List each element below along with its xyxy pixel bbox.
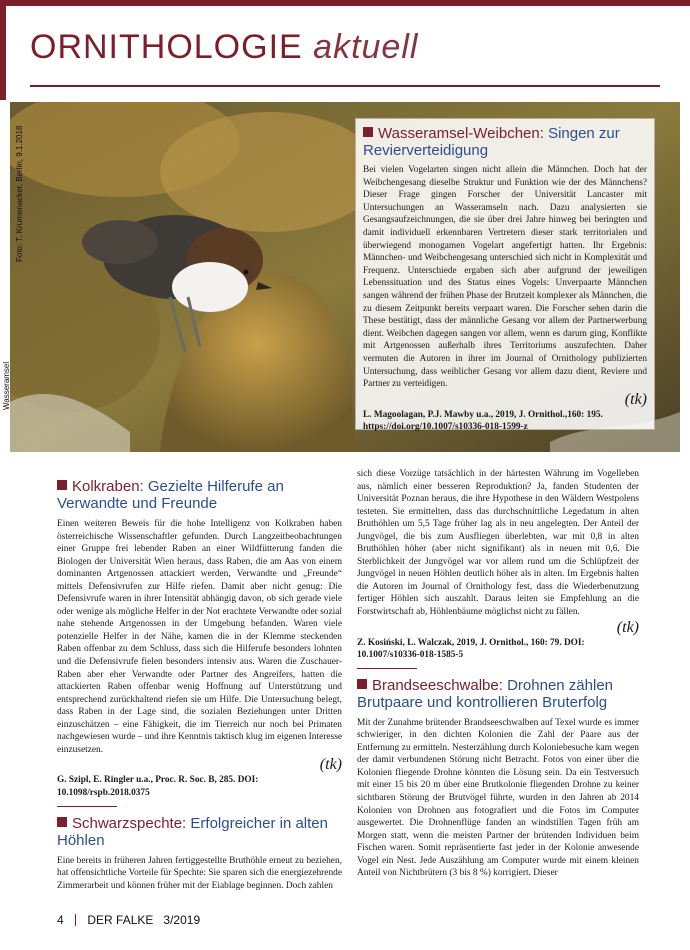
brandseeschwalbe-title: Brandseeschwalbe: [372, 676, 503, 694]
photo-credit: Foto: T. Krumenacker, Berlin, 9.1.2018 [15, 125, 24, 262]
schwarzspechte-continuation: sich diese Vorzüge tatsächlich in der härtesten Währung im Vogelleben aus, nämlich einer besseren Reproduktion? Ja, fanden Studenten der Universität Poznan heraus, die ihre Hypothese in den Wäldern Westpolens testeten. Sie ermittelten, dass das durchschnittliche Legedatum in alten Bruthöhlen um 5,5 Tage früher lag als in neu angelegten. Der Anteil der Jungvögel, die bis zum Ausfliegen überlebten, war mit 0,8 in alten Bruthöhlen höher (aber nicht signifikant) als in neuen mit 0,6. Die Sterblichkeit der Jungvögel war vor allem rund um die Schlüpfzeit der Jungvögel in neuen Höhlen deutlich höher als in alten. Im Ergebnis halten die Autoren im Journal of Ornithology fest, dass die Wiederbenutzung fertiger Höhlen sich auszahlt. Daraus leiten sie Empfehlung an die Forstwirtschaft ab, Höhlenbäume möglichst nicht zu fällen. [357, 469, 639, 618]
wasseramsel-heading [363, 125, 647, 159]
wasseramsel-box [355, 118, 655, 433]
wasseramsel-body: Bei vielen Vogelarten singen nicht allein die Männchen. Doch hat der Weibchengesang dieselbe Struktur und Funktion wie der des Männchens? Dieser Frage gingen Forscher der Universität Lancaster mit Untersuchungen an Wasseramseln nach. Dazu analysierten sie Gesangsaufzeichnungen, die sie über drei Jahre hinweg bei beringten und damit individuell erkennbaren Vertretern dieser stark territorialen und überwiegend monogamen Vogelart angefertigt hatten. Ihr Ergebnis: Männchen- und Weibchengesang unterschied sich nicht in Komplexität und Frequenz. Unterschiede ergaben sich aber aufgrund der jeweiligen Lebenssituation und des Status eines Vogels: Unverpaarte Männchen sangen während der frühen Phase der Brutzeit komplexer als Männchen, die zu diesem Zeitpunkt bereits verpaart waren. Die Forscher sehen darin die These bestätigt, dass der männliche Gesang vor allem der Partnerwerbung dient. Weibchen dagegen sangen vor allem, wenn es darum ging, Konflikte mit Artgenossen außerhalb ihres Territoriums auszufechten. Daher vermuten die Autoren in ihrer im Journal of Ornithology publizierten Untersuchung, dass weiblicher Gesang vor allem dazu dient, Reviere und Partner zu verteidigen. [363, 165, 647, 390]
brandseeschwalbe-body: Mit der Zunahme brütender Brandseeschwalben auf Texel wurde es immer schwieriger, in den dichten Kolonien die Zahl der Paare aus der Entfernung zu ermitteln. Nesterzählung durch Koloniebesuche kam wegen der damit verbundenen Störung nicht Betracht. Fotos von einer über die Kolonien fliegende Drohne könnten die Lösung sein. Da ein Testversuch mit einer 15 bis 20 m über eine Brutkolonie fliegenden Drohne zu keiner sichtbaren Störung der Brutvögel führte, wurden in den Jahren ab 2014 Kolonien von Drohnen aus fotografiert und die Fotos im Computer ausgewertet. Die Drohnenflüge fanden an windstillen Tagen früh am Morgen statt, wenn die meisten Partner der brütenden Individuen beim Fischen waren. Somit repräsentierte fast jeder in der Kolonie anwesende Vogel ein Nest. Jede Auszählung am Computer wurde mit einem kleinen Anteil von Nichtbrütern (3 bis 8 %) korrigiert. Dieser [357, 717, 639, 879]
kolkraben-heading [57, 478, 342, 512]
heading-square-icon [363, 127, 373, 137]
schwarzspechte-author-tag: (tk) [616, 618, 639, 636]
schwarzspechte-title: Schwarzspechte: [72, 814, 187, 832]
footer-separator [75, 914, 76, 926]
kolkraben-subtitle: Gezielte Hilferufe an Verwandte und Freunde [57, 478, 284, 512]
section-divider [357, 668, 417, 669]
brandseeschwalbe-heading [357, 677, 639, 711]
wasseramsel-subtitle: Singen zur Revierverteidigung [363, 125, 620, 159]
wasseramsel-title: Wasseramsel-Weibchen: [378, 125, 544, 142]
heading-square-icon [57, 480, 67, 490]
kolkraben-body: Einen weiteren Beweis für die hohe Intelligenz von Kolkraben haben österreichische Wissenschaftler gefunden. Durch Langzeitbeobachtungen einer Gruppe frei lebender Raben an einer Wildfütterung fanden die Biologen der Universität Wien heraus, dass Raben, die am Aas von einem dominanten Artgenossen attackiert werden, Verwandte und „Freunde“ mittels Defensivrufen zur Hilfe riefen. Damit aber nicht genug: Die Defensivrufe waren in ihrer Intensität abhängig davon, ob sich gerade viele oder wenige als mögliche Helfer in der Not erachtete Verwandte oder sozial nahe stehende Artgenossen in der Umgebung befanden. Waren viele potenzielle Helfer in der Nähe, kamen die in der Klemme steckenden Raben offenbar zu dem Schluss, dass sich die Hilferufe besonders lohnten und die Defensivrufe fielen besonders intensiv aus. Waren die Zuschauer-Raben aber eher Verwandte oder Partner des Angreifers, hatten die attackierten Raben offenbar wenig Hoffnung auf Unterstützung und entsprechend zurückhaltend riefen sie um Hilfe. Die Untersuchung belegt, dass Raben in der Lage sind, die sozialen Beziehungen unter Dritten einzuschätzen – eine Fähigkeit, die im Tierreich nur noch bei Primaten nachgewiesen wurde – und ihre Kenntnis taktisch klug im eigenen Interesse einzusetzen. [57, 519, 342, 755]
header-left-bar [0, 0, 6, 100]
photo-caption-vertical: Wasseramsel [2, 361, 11, 410]
issue-number: 3/2019 [163, 913, 201, 927]
right-column [357, 468, 639, 880]
schwarzspechte-subtitle: Erfolgreicher in alten Höhlen [57, 814, 328, 849]
kolkraben-reference: G. Szipl, E. Ringler u.a., Proc. R. Soc. B, 285. DOI: 10.1098/rspb.2018.0375 [57, 775, 259, 798]
schwarzspechte-body: Eine bereits in früheren Jahren fertiggestellte Bruthöhle erneut zu beziehen, hat offensichtliche Vorteile für Spechte: Sie sparen sich die energiezehrende Zimmerarbeit und können früher mit der Eiablage beginnen. Doch zahlen [57, 855, 342, 891]
kolkraben-title: Kolkraben: [72, 478, 144, 495]
header-title-sub: aktuell [313, 28, 419, 66]
header-underline [30, 85, 660, 87]
page-header [30, 28, 418, 67]
kolkraben-author-tag: (tk) [319, 756, 342, 774]
schwarzspechte-heading [57, 815, 342, 849]
page-number: 4 [57, 913, 64, 927]
heading-square-icon [357, 679, 367, 689]
header-top-rule [0, 0, 690, 6]
section-divider [57, 806, 117, 807]
header-title-main: ORNITHOLOGIE [30, 28, 303, 66]
magazine-name: DER FALKE [87, 913, 154, 927]
schwarzspechte-reference: Z. Kosiński, L. Walczak, 2019, J. Ornithol., 160: 79. DOI: 10.1007/s10336-018-1585-5 [357, 637, 585, 661]
heading-square-icon [57, 817, 67, 827]
brandseeschwalbe-subtitle: Drohnen zählen Brutpaare und kontrollieren Bruterfolg [357, 676, 614, 711]
wasseramsel-author-tag: (tk) [624, 390, 647, 408]
wasseramsel-reference: L. Magoolagan, P.J. Mawby u.a., 2019, J. Ornithol.,160: 195. https://doi.org/10.1007/s10336-018-1599-z [363, 409, 603, 433]
left-column [57, 478, 342, 892]
page-footer [57, 913, 200, 927]
